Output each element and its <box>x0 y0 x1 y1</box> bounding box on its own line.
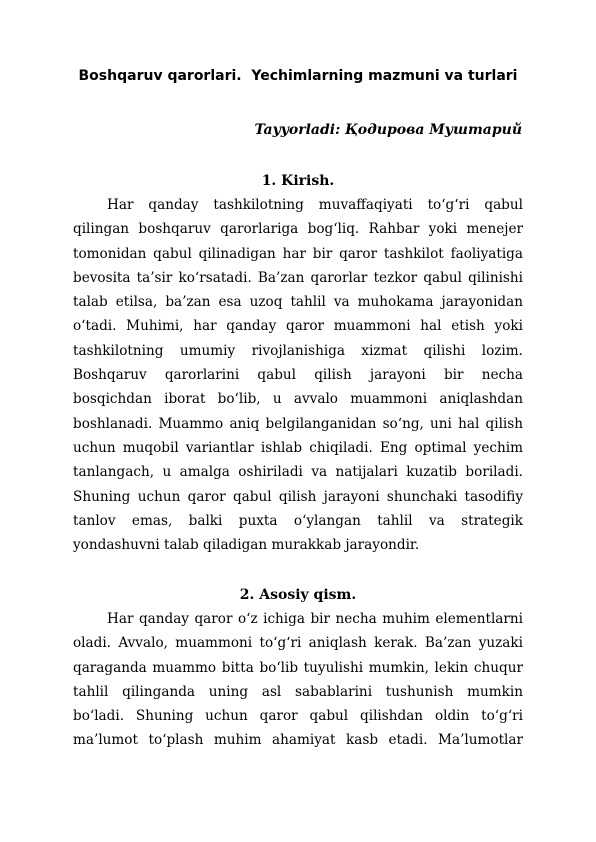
paragraph-line: qilingan boshqaruv qarorlariga bog‘liq. Rahbar yoki menejer <box>73 221 523 238</box>
paragraph-line: yondashuvni talab qiladigan murakkab jarayondir. <box>73 537 420 554</box>
paragraph-line: Shuning uchun qaror qabul qilish jarayoni shunchaki tasodifiy <box>73 488 523 505</box>
paragraph-line: tashkilotning umumiy rivojlanishiga xizmat qilishi lozim. <box>73 342 523 359</box>
section-paragraph-main <box>73 607 523 753</box>
paragraph-line: boshlanadi. Muammo aniq belgilanganidan so‘ng, uni hal qilish <box>73 415 523 432</box>
paragraph-line: ma’lumot to‘plash muhim ahamiyat kasb etadi. Ma’lumotlar <box>73 732 523 749</box>
paragraph-line: Boshqaruv qarorlarini qabul qilish jarayoni bir necha <box>73 367 523 384</box>
paragraph-line: o‘tadi. Muhimi, har qanday qaror muammoni hal etish yoki <box>73 318 523 335</box>
paragraph-line: bevosita ta’sir ko‘rsatadi. Ba’zan qarorlar tezkor qabul qilinishi <box>73 269 523 286</box>
paragraph-line: talab etilsa, ba’zan esa uzoq tahlil va muhokama jarayonidan <box>73 294 523 311</box>
paragraph-line: oladi. Avvalo, muammoni to‘g‘ri aniqlash kerak. Ba’zan yuzaki <box>73 635 523 652</box>
paragraph-line: tanlov emas, balki puxta o‘ylangan tahlil va strategik <box>73 512 523 529</box>
section-heading-main: 2. Asosiy qism. <box>239 587 357 603</box>
section-paragraph-intro <box>73 193 523 557</box>
paragraph-line: bosqichdan iborat bo‘lib, u avvalo muammoni aniqlashdan <box>73 391 523 408</box>
paragraph-line: Har qanday tashkilotning muvaffaqiyati to‘g‘ri qabul <box>107 197 523 213</box>
paragraph-line: Har qanday qaror o‘z ichiga bir necha muhim elementlarni <box>107 611 523 627</box>
paragraph-line: qaraganda muammo bitta bo‘lib tuyulishi mumkin, lekin chuqur <box>73 659 523 676</box>
paragraph-line: bo‘ladi. Shuning uchun qaror qabul qilishdan oldin to‘g‘ri <box>73 708 523 725</box>
paragraph-line: uchun muqobil variantlar ishlab chiqiladi. Eng optimal yechim <box>73 439 523 456</box>
paragraph-line: tahlil qilinganda uning asl sabablarini tushunish mumkin <box>73 683 523 700</box>
document-title: Boshqaruv qarorlari. Yechimlarning mazmuni va turlari <box>78 68 518 84</box>
paragraph-line: tomonidan qabul qilinadigan har bir qaror tashkilot faoliyatiga <box>73 245 523 262</box>
section-heading-intro: 1. Kirish. <box>261 173 335 189</box>
author-line: Tayyorladi: Қодирова Муштарий <box>254 122 522 138</box>
paragraph-line: tanlangach, u amalga oshiriladi va natijalari kuzatib boriladi. <box>73 464 523 481</box>
